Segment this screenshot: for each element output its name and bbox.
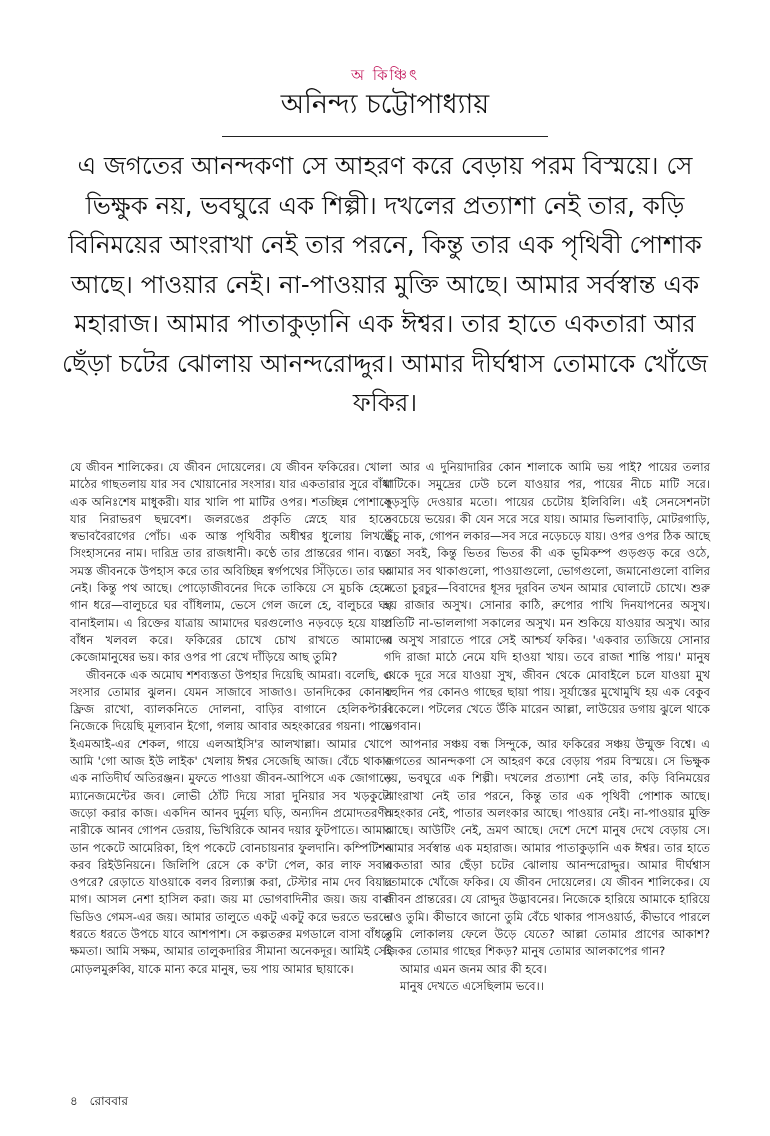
page-number: ৪ [70, 1094, 78, 1108]
author-name: অনিন্দ্য চট্টোপাধ্যায় [280, 89, 490, 120]
body-column-right [384, 459, 710, 995]
page-footer [70, 1093, 136, 1113]
body-paragraph: আপনার সঞ্চয় বন্ধ সিন্দুকে, আর ফকিরের সঞ্চয় উন্মুক্ত বিশ্বে। এ জগতের আনন্দকণা সে আহরণ করে বেড়ায় পরম বিস্ময়ে। সে ভিক্ষুক নয়, ভবঘুরে এক শিল্পী। দখলের প্রত্যাশা নেই তার, কড়ি বিনিময়ের আংরাখা নেই তার পরনে, কিন্তু তার এক পৃথিবী পোশাক আছে। অহংকার নেই, পাতার অলংকার আছে। পাওয়ার নেই। না-পাওয়ার মুক্তি আছে। আউটিং নেই, ভ্রমণ আছে। দেশে দেশে মানুষ দেখে বেড়ায় সে। আমার সর্বস্বান্ত এক মহারাজ। আমার পাতাকুড়ানি এক ঈশ্বর। তার হাতে একতারা আর ছেঁড়া চটের ঝোলায় আনন্দরোদ্দুর। আমার দীর্ঘশ্বাস তোমাকে খোঁজে ফকির। যে জীবন দোয়েলের। যে জীবন শালিকের। যে জীবন প্রান্তরের। যে রোদ্দুর উদ্ভাবনের। নিজেকে হারিয়ে আমাকে হারিয়ে দাও তুমি। কীভাবে জানো তুমি বেঁচে থাকার পাসওয়ার্ড, কীভাবে পারলে তুমি লোকালয় ফেলে উড়ে যেতে? আল্লা তোমার প্রাণের আকাশ? জিকর তোমার গাছের শিকড়? মানুষ তোমার আলকাপের গান? [384, 736, 710, 959]
lede-paragraph: এ জগতের আনন্দকণা সে আহরণ করে বেড়ায় পরম বিস্ময়ে। সে ভিক্ষুক নয়, ভবঘুরে এক শিল্পী। দখলের প্রত্যাশা নেই তার, কড়ি বিনিময়ের আংরাখা নেই তার পরনে, কিন্তু তার এক পৃথিবী পোশাক আছে। পাওয়ার নেই। না-পাওয়ার মুক্তি আছে। আমার সর্বস্বান্ত এক মহারাজ। আমার পাতাকুড়ানি এক ঈশ্বর। তার হাতে একতারা আর ছেঁড়া চটের ঝোলায় আনন্দরোদ্দুর। আমার দীর্ঘশ্বাস তোমাকে খোঁজে ফকির। [62, 151, 708, 417]
verse-line: আমার এমন জনম আর কী হবে। [400, 961, 547, 976]
header-divider [222, 136, 548, 137]
body-paragraph: জীবনকে এক অমোঘ শশব্যস্ততা উপহার দিয়েছি আমরা। বলেছি, এ সংসার তোমার ঝুলন। যেমন সাজাবে সাজাও। ডানদিকের কোনায় ফ্রিজ রাখো, ব্যালকনিতে দোলনা, বাড়ির বাগানে হেলিকপ্টার। নিজেকে দিয়েছি মূল্যবান ইগো, গলায় আবার অহংকারের গয়না। পায়ে ইএমআই-এর শেকল, গায়ে এলআইসি'র আলখাল্লা। আমার খোপে আমি 'গো আজ ইউ লাইক' খেলায় ঈশ্বর সেজেছি আজ। বেঁচে থাকার এক নাতিদীর্ঘ অতিরঞ্জন। মুফতে পাওয়া জীবন-আপিসে এক জোগাড়ে ম্যানেজমেন্টের জব। লোভী ঠোঁট দিয়ে সারা দুনিয়ার সব খড়কুটো জড়ো করার কাজ। একদিন আনব দুর্মূল্য ঘড়ি, অন্যদিন প্রমোদতরণী। নারীকে আনব গোপন ডেরায়, ভিখিরিকে আনব দয়ার ফুটপাতে। আমার ডান পকেটে আমেরিকা, হিপ পকেটে বোনচায়নার ফুলদানি। কম্পিটিশন করব রিইউনিয়নে। জিলিপি রেসে কে ক'টা পেল, কার লাফ সবার ওপরে? রেড়াতে যাওয়াকে বলব রিল্যাক্স করা, টেস্টার নাম দেব বিয়ার মাগ। আসল নেশা হাসিল করা। জয় মা ভোগবাদিনীর জয়। জয় বাবা ভিডিও গেমস-এর জয়। আমার তালুতে একটু একটু করে ভরতে ভরতে ধরতে ধরতে উপচে যাবে আশপাশ। সে কল্পতরুর মগডালে বাসা বাঁধবে ক্ষমতা। আমি সক্ষম, আমার তালুকদারির সীমানা অনেকদূর। আমিই সেই মোড়লমুরুব্বি, যাকে মান্য করে মানুষ, ভয় পায় আমার ছায়াকে। [70, 667, 392, 976]
body-paragraph: যে জীবন শালিকের। যে জীবন দোয়েলের। যে জীবন ফকিরের। খোলা মাঠের গাছতলায় যার সব খোয়ানোর সংসার। যার একতারার সুরে বাঁধা এক অনিঃশেষ মাধুকরী। যার খালি পা মাটির ওপর। শতচ্ছিন্ন পোশাকে যার নিরাভরণ ছদ্মবেশ। জলরঙের প্রকৃতি স্নেহে যার হাতে স্বভাববৈরাগের পোঁচ। এক আস্ত পৃথিবীর অধীশ্বর ধুলোয় লিখছে সিংহাসনের নাম। দারিদ্র তার রাজধানী। কণ্ঠে তার প্রান্তরের গান। ব্যস্ত সমস্ত জীবনকে উপহাস করে তার অবিচ্ছিন্ন স্বর্গপথের সিঁড়িতে। তার ঘর নেই। কিন্তু পথ আছে। পোড়োজীবনের দিকে তাকিয়ে সে মুচকি হেসে গান ধরে—বালুচরে ঘর বাঁধিলাম, ভেসে গেল জলে হে, বালুচরে ঘর বানাইলাম। এ রিক্তের যাত্রায় আমাদের ঘরগুলোও নড়বড়ে হয়ে যায়। বাঁধন খলবল করে। ফকিরের চোখে চোখ রাখতে আমাদের কেজোমানুষের ভয়। কার ওপর পা রেখে দাঁড়িয়ে আছ তুমি? [70, 460, 392, 665]
article-header [0, 66, 770, 122]
body-column-left [70, 459, 392, 978]
verse-line: মানুষ দেখতে এসেছিলাম ভবে।। [400, 978, 544, 993]
section-name: রোববার [89, 1094, 129, 1108]
body-paragraph: আর এ দুনিয়াদারির কোন শালাকে আমি ভয় পাই? পায়ের তলার মাটিকে। সমুদ্রের ঢেউ চলে যাওয়ার পর, পায়ের নীচে মাটি সরে। সুড়সুড়ি দেওয়ার মতো। পায়ের চেটোয় ইলিবিলি। এই সেনসেশনটা সবচেয়ে ভয়ের। কী যেন সরে সরে যায়। আমার ভিলাবাড়ি, মোটরগাড়ি, উঁচু নাক, গোপন লকার—সব সরে নড়েচড়ে যায়। ওপর ওপর ঠিক আছে তো সবই, কিন্তু ভিতর ভিতর কী এক ভূমিকম্প গুড়গুড় করে ওঠে, আমার সব থাকাগুলো, পাওয়াগুলো, ভোগগুলো, জমানোগুলো বালির মতো চুরচুর—বিবাদের ধূসর দূরবিন তখন আমার ঘোলাটে চোখে। শুরু হয় রাজার অসুখ। সোনার কাঠি, রুপোর পাখি দিনযাপনের অসুখ। প্রতিটি না-ভাললাগা সকালের অসুখ। মন শুকিয়ে যাওয়ার অসুখ। আর এ অসুখ সারাতে পারে সেই আশ্চর্য ফকির। 'একবার ত্যজিয়ে সোনার গদি রাজা মাঠে নেমে যদি হাওয়া খায়। তবে রাজা শান্তি পায়।' মানুষ থেকে দূরে সরে যাওয়া সুখ, জীবন থেকে মোবাইলে চলে যাওয়া মুখ বহুদিন পর কোনও গাছের ছায়া পায়। সূর্যাস্তের মুখোমুখি হয় এক বেকুব বিকেলে। পটলের খেতে উঁকি মারেন আল্লা, লাউয়ের ডগায় ঝুলে থাকে ভগবান। [384, 460, 710, 734]
column-series-name: অ কিঞ্চিৎ [351, 66, 419, 84]
